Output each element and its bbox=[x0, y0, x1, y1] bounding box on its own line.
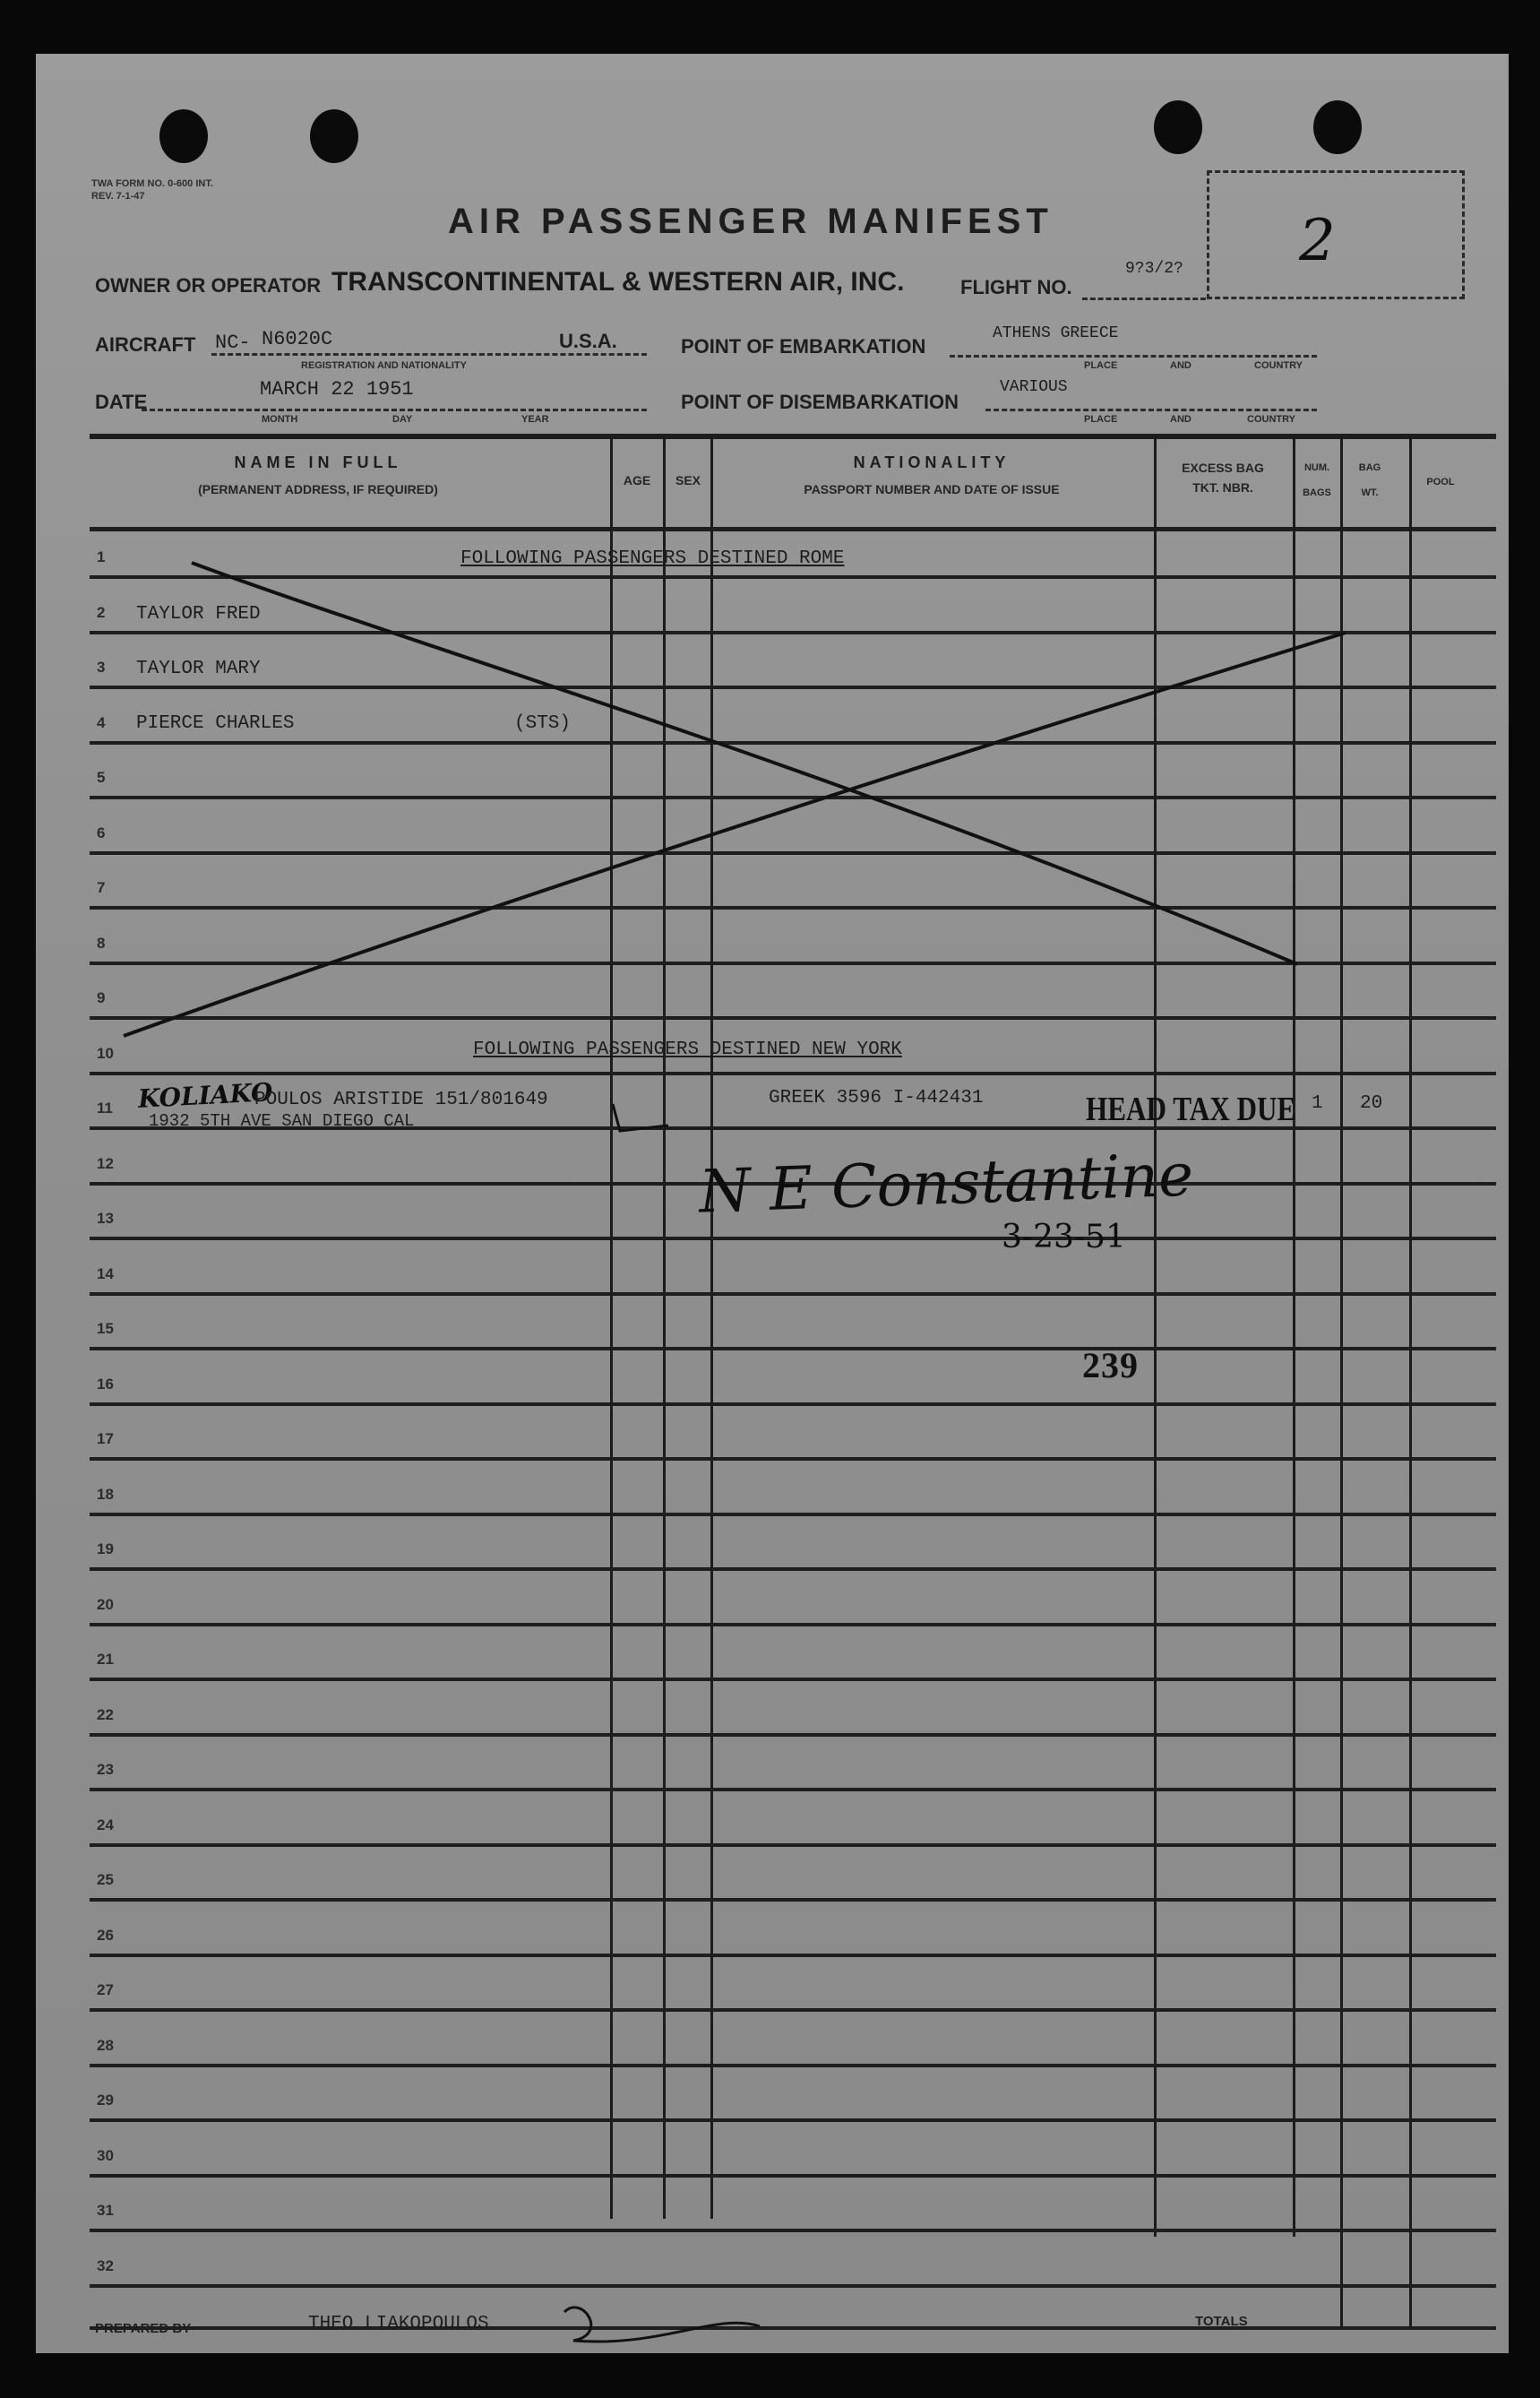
row-number: 26 bbox=[97, 1926, 114, 1944]
totals-label: TOTALS bbox=[1195, 2314, 1248, 2329]
row-number: 7 bbox=[97, 879, 106, 896]
embark-value: ATHENS GREECE bbox=[993, 324, 1119, 342]
row-number: 6 bbox=[97, 824, 106, 841]
aircraft-prefix: NC- bbox=[215, 332, 251, 354]
row1-note: FOLLOWING PASSENGERS DESTINED ROME bbox=[460, 548, 845, 569]
year-caption: YEAR bbox=[521, 414, 549, 425]
cross-stroke-1 bbox=[192, 563, 1297, 964]
row-number: 15 bbox=[97, 1320, 114, 1337]
prepared-label: PREPARED BY bbox=[95, 2321, 192, 2336]
col-sex-header: SEX bbox=[675, 473, 701, 487]
checkmark bbox=[613, 1104, 668, 1131]
row-number: 32 bbox=[97, 2256, 114, 2274]
row11-address: 1932 5TH AVE SAN DIEGO CAL bbox=[149, 1111, 415, 1131]
row-number: 10 bbox=[97, 1044, 114, 1062]
row-number: 29 bbox=[97, 2092, 114, 2109]
col-pool-header: POOL bbox=[1426, 477, 1455, 487]
embark-label: POINT OF EMBARKATION bbox=[681, 335, 926, 358]
row-number: 3 bbox=[97, 659, 106, 676]
row-number: 22 bbox=[97, 1705, 114, 1723]
row11-name-handwritten: KOLIAKO bbox=[137, 1077, 274, 1114]
signature-flourish bbox=[564, 2307, 760, 2342]
col-excess-sub: TKT. NBR. bbox=[1192, 480, 1253, 495]
row-number: 12 bbox=[97, 1154, 114, 1172]
col-numbags-sub: BAGS bbox=[1303, 487, 1331, 498]
stamp-number: 239 bbox=[1082, 1345, 1139, 1385]
aircraft-value: N6020C bbox=[262, 328, 333, 350]
row-number: 9 bbox=[97, 989, 106, 1006]
col-bagwt-sub: WT. bbox=[1361, 487, 1379, 498]
row-number: 11 bbox=[97, 1100, 113, 1117]
row11-name: POULOS ARISTIDE 151/801649 bbox=[254, 1090, 548, 1110]
row-number: 17 bbox=[97, 1430, 114, 1447]
disembark-and-caption: AND bbox=[1170, 414, 1192, 425]
row11-bags: 1 bbox=[1312, 1093, 1323, 1114]
owner-value: TRANSCONTINENTAL & WESTERN AIR, INC. bbox=[331, 267, 905, 297]
month-caption: MONTH bbox=[262, 414, 298, 425]
embark-and-caption: AND bbox=[1170, 360, 1192, 371]
registration-caption: REGISTRATION AND NATIONALITY bbox=[301, 360, 467, 371]
form-revision-text: REV. 7-1-47 bbox=[91, 191, 145, 202]
owner-label: OWNER OR OPERATOR bbox=[95, 274, 322, 297]
date-label: DATE bbox=[95, 391, 148, 413]
aircraft-label: AIRCRAFT bbox=[95, 333, 196, 356]
disembark-place-caption: PLACE bbox=[1084, 414, 1118, 425]
row-number: 8 bbox=[97, 934, 106, 952]
disembark-country-caption: COUNTRY bbox=[1247, 414, 1295, 425]
row4-name: PIERCE CHARLES bbox=[136, 713, 295, 734]
col-age-header: AGE bbox=[623, 473, 651, 487]
col-bagwt-header: BAG bbox=[1358, 462, 1381, 473]
row-number: 16 bbox=[97, 1375, 114, 1393]
col-name-header: NAME IN FULL bbox=[234, 453, 402, 471]
row-number: 13 bbox=[97, 1210, 114, 1227]
form-title: AIR PASSENGER MANIFEST bbox=[448, 202, 1054, 241]
date-value: MARCH 22 1951 bbox=[260, 378, 414, 401]
row-number: 27 bbox=[97, 1981, 114, 1998]
embark-country-caption: COUNTRY bbox=[1254, 360, 1303, 371]
head-tax-stamp: HEAD TAX DUE bbox=[1086, 1091, 1296, 1128]
row-number: 5 bbox=[97, 769, 106, 786]
row11-weight: 20 bbox=[1360, 1093, 1383, 1114]
row-number: 23 bbox=[97, 1761, 114, 1778]
row-number: 20 bbox=[97, 1595, 114, 1613]
row-number: 28 bbox=[97, 2036, 114, 2054]
official-signature: N E Constantine bbox=[697, 1140, 1195, 1227]
row-number: 25 bbox=[97, 1871, 114, 1888]
col-excess-header: EXCESS BAG bbox=[1182, 461, 1264, 475]
row-number: 30 bbox=[97, 2146, 114, 2164]
disembark-value: VARIOUS bbox=[1000, 378, 1068, 396]
day-caption: DAY bbox=[392, 414, 413, 425]
aircraft-country: U.S.A. bbox=[559, 330, 617, 352]
col-nationality-sub: PASSPORT NUMBER AND DATE OF ISSUE bbox=[804, 482, 1060, 496]
row4-note: (STS) bbox=[514, 713, 572, 734]
cross-stroke-2 bbox=[124, 633, 1346, 1036]
cancellation-cross bbox=[36, 54, 1509, 2353]
col-nationality-header: NATIONALITY bbox=[853, 453, 1011, 471]
row-number: 21 bbox=[97, 1651, 114, 1668]
row-number: 31 bbox=[97, 2202, 114, 2219]
col-numbags-header: NUM. bbox=[1303, 462, 1330, 473]
disembark-label: POINT OF DISEMBARKATION bbox=[681, 391, 959, 413]
row11-nationality: GREEK 3596 I-442431 bbox=[769, 1088, 984, 1108]
row3-name: TAYLOR MARY bbox=[136, 659, 261, 679]
manifest-sheet bbox=[36, 54, 1509, 2353]
flight-label: FLIGHT NO. bbox=[960, 276, 1072, 298]
flight-value: 9?3/2? bbox=[1125, 260, 1183, 278]
row-number: 1 bbox=[97, 548, 106, 565]
row-number: 18 bbox=[97, 1485, 114, 1503]
prepared-value: THEO LIAKOPOULOS bbox=[308, 2314, 489, 2334]
embark-place-caption: PLACE bbox=[1084, 360, 1118, 371]
row-number: 4 bbox=[97, 713, 106, 731]
col-name-sub: (PERMANENT ADDRESS, IF REQUIRED) bbox=[198, 482, 438, 496]
row2-name: TAYLOR FRED bbox=[136, 604, 261, 625]
row-number: 19 bbox=[97, 1540, 114, 1557]
row10-note: FOLLOWING PASSENGERS DESTINED NEW YORK bbox=[473, 1039, 902, 1060]
row-number: 2 bbox=[97, 603, 106, 621]
signature-date: 3-23-51 bbox=[1002, 1219, 1126, 1255]
form-number-text: TWA FORM NO. 0-600 INT. bbox=[91, 178, 213, 189]
row-number: 24 bbox=[97, 1816, 114, 1833]
row-number: 14 bbox=[97, 1264, 114, 1282]
page-number: 2 bbox=[1299, 208, 1336, 274]
